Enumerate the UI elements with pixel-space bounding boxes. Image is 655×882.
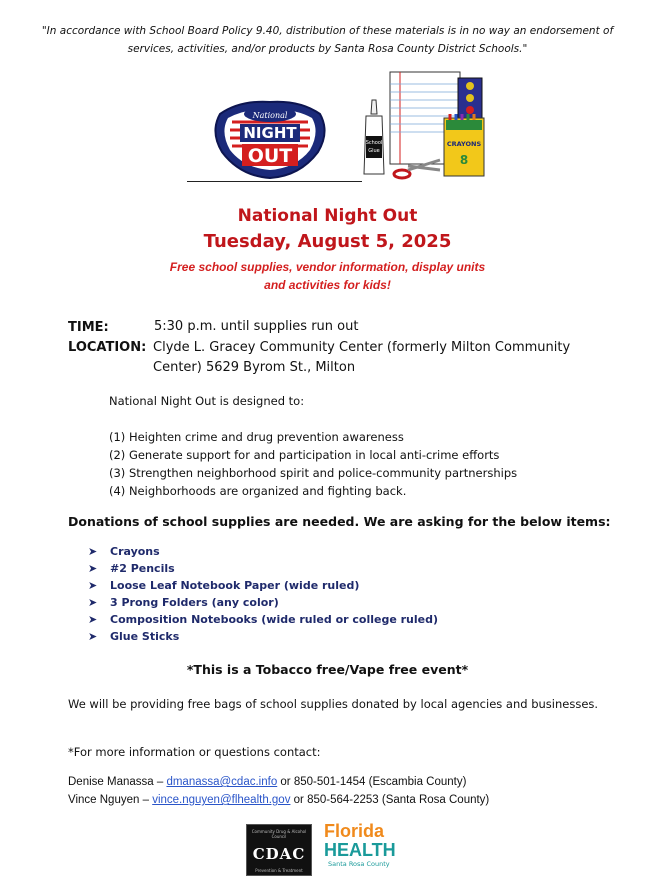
horizontal-rule	[187, 181, 362, 182]
svg-text:CRAYONS: CRAYONS	[446, 140, 482, 148]
purpose-list	[109, 428, 517, 500]
arrow-bullet-icon: ➤	[88, 630, 98, 643]
purpose-item: (3) Strengthen neighborhood spirit and police-community partnerships	[109, 466, 518, 480]
contact-line-1: Denise Manassa – dmanassa@cdac.info or 850-501-1454 (Escambia County)	[68, 776, 467, 788]
time-value: 5:30 p.m. until supplies run out	[154, 319, 359, 334]
location-value: Clyde L. Gracey Community Center (formerly Milton Community Center) 5629 Byrom St., Milton	[153, 340, 571, 375]
svg-text:Glue: Glue	[368, 148, 380, 154]
event-date: Tuesday, August 5, 2025	[203, 231, 452, 252]
email-link-denise[interactable]: dmanassa@cdac.info	[166, 776, 278, 788]
event-title: National Night Out	[237, 206, 418, 226]
arrow-bullet-icon: ➤	[88, 579, 98, 592]
donations-heading: Donations of school supplies are needed. We are asking for the below items:	[68, 514, 611, 529]
arrow-bullet-icon: ➤	[88, 613, 98, 626]
contact-line-2: Vince Nguyen – vince.nguyen@flhealth.gov or 850-564-2253 (Santa Rosa County)	[68, 794, 490, 806]
glue-bottle-icon	[364, 100, 384, 174]
location-label: LOCATION:	[68, 340, 147, 355]
providing-notice: We will be providing free bags of school supplies donated by local agencies and businesses.	[68, 697, 599, 711]
logo-top-text: National	[252, 111, 288, 120]
arrow-bullet-icon: ➤	[88, 596, 98, 609]
list-item: ➤ Composition Notebooks (wide ruled or college ruled)	[88, 613, 439, 626]
arrow-bullet-icon: ➤	[88, 545, 98, 558]
email-link-vince[interactable]: vince.nguyen@flhealth.gov	[152, 794, 291, 806]
logo-line1: NIGHT	[243, 124, 297, 142]
national-night-out-logo	[210, 92, 330, 180]
event-subtitle: Free school supplies, vendor information, display units and activities for kids!	[169, 260, 486, 292]
logo-line2: OUT	[247, 145, 293, 167]
purpose-intro: National Night Out is designed to:	[109, 394, 305, 408]
time-label: TIME:	[68, 320, 109, 335]
list-item: ➤ Crayons	[88, 545, 160, 558]
list-item: ➤ 3 Prong Folders (any color)	[88, 596, 279, 609]
svg-text:8: 8	[459, 153, 469, 167]
florida-health-logo: Florida HEALTH Santa Rosa County	[324, 821, 396, 868]
disclaimer: "In accordance with School Board Policy 9.40, distribution of these materials is in no way an endorsement of services, activities, and/or products by Santa Rosa County District Schools."	[41, 25, 614, 55]
tobacco-free-notice: *This is a Tobacco free/Vape free event*	[186, 662, 469, 677]
purpose-item: (1) Heighten crime and drug prevention awareness	[109, 430, 404, 444]
list-item: ➤ Loose Leaf Notebook Paper (wide ruled)	[88, 579, 360, 592]
cdac-logo: Community Drug & Alcohol Council CDAC Prevention & Treatment	[246, 824, 312, 876]
arrow-bullet-icon: ➤	[88, 562, 98, 575]
list-item: ➤ Glue Sticks	[88, 630, 180, 643]
svg-text:School: School	[365, 140, 383, 146]
crayons-box-icon	[444, 114, 484, 176]
purpose-item: (4) Neighborhoods are organized and fighting back.	[109, 484, 407, 498]
donation-items-list	[88, 543, 438, 645]
traffic-light-icon	[458, 78, 482, 118]
school-supplies-clipart	[360, 70, 492, 182]
contact-heading: *For more information or questions contact:	[68, 745, 321, 759]
list-item: ➤ #2 Pencils	[88, 562, 175, 575]
purpose-item: (2) Generate support for and participation in local anti-crime efforts	[109, 448, 500, 462]
